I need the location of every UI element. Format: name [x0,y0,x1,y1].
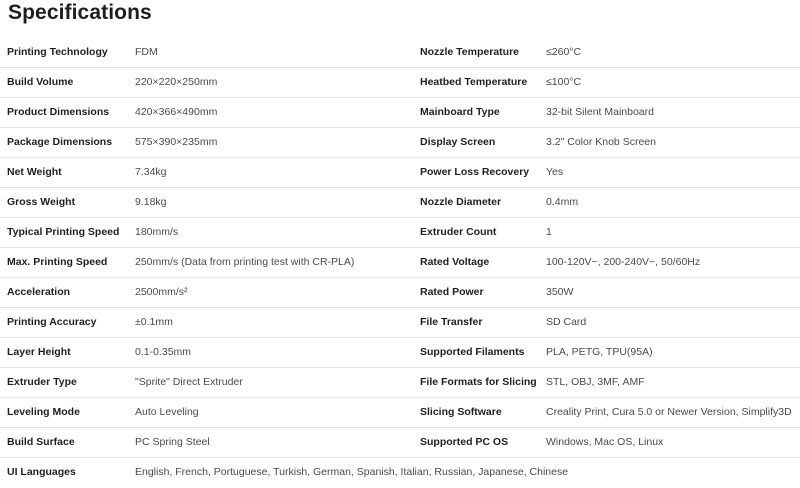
spec-value: SD Card [546,316,587,328]
table-row [0,128,800,158]
spec-value: 220×220×250mm [135,76,218,88]
spec-label: Nozzle Temperature [420,46,519,58]
spec-label: Nozzle Diameter [420,196,502,208]
spec-label: Rated Voltage [420,256,490,268]
spec-label: Gross Weight [7,196,76,208]
spec-label: Extruder Type [7,376,77,388]
spec-label: Build Volume [7,76,74,88]
spec-value: 32-bit Silent Mainboard [546,106,654,118]
spec-value: ±0.1mm [135,316,173,328]
spec-label: Supported PC OS [420,436,509,448]
spec-value: ≤100°C [546,76,582,88]
spec-label: Typical Printing Speed [7,226,120,238]
table-row [0,338,800,368]
spec-value: Windows, Mac OS, Linux [546,436,664,448]
spec-label: UI Languages [7,466,76,478]
spec-label: Build Surface [7,436,75,448]
spec-value: 100-120V~, 200-240V~, 50/60Hz [546,256,701,268]
spec-value: 180mm/s [135,226,179,238]
spec-label: Extruder Count [420,226,497,238]
spec-label: Package Dimensions [7,136,113,148]
spec-value: ≤260°C [546,46,582,58]
table-row [0,38,800,68]
spec-label: Slicing Software [420,406,502,418]
spec-value: 9.18kg [135,196,167,208]
spec-label: Power Loss Recovery [420,166,530,178]
table-row [0,158,800,188]
spec-label: Printing Technology [7,46,108,58]
table-row [0,368,800,398]
spec-value: PLA, PETG, TPU(95A) [546,346,653,358]
table-row [0,278,800,308]
spec-label: Net Weight [7,166,62,178]
spec-value: "Sprite" Direct Extruder [135,376,243,388]
spec-value: Yes [546,166,564,178]
spec-label: Display Screen [420,136,496,148]
spec-value: PC Spring Steel [135,436,210,448]
spec-label: Layer Height [7,346,71,358]
spec-value: 1 [546,226,552,238]
spec-value: 2500mm/s² [135,286,188,298]
spec-label: Leveling Mode [7,406,80,418]
spec-label: Rated Power [420,286,484,298]
spec-label: Max. Printing Speed [7,256,108,268]
spec-value: STL, OBJ, 3MF, AMF [546,376,645,388]
spec-value: 0.4mm [546,196,579,208]
table-row [0,308,800,338]
spec-value: English, French, Portuguese, Turkish, German, Spanish, Italian, Russian, Japanese, Chinese [135,466,569,478]
table-row [0,248,800,278]
table-row [0,428,800,458]
spec-label: File Formats for Slicing [420,376,537,388]
spec-label: File Transfer [420,316,483,328]
table-row [0,68,800,98]
table-row [0,188,800,218]
spec-label: Mainboard Type [420,106,500,118]
spec-label: Acceleration [7,286,71,298]
spec-value: 3.2" Color Knob Screen [546,136,656,148]
spec-label: Printing Accuracy [7,316,97,328]
spec-value: 250mm/s (Data from printing test with CR-PLA) [135,256,355,268]
page-title: Specifications [8,1,152,24]
table-row [0,398,800,428]
spec-value: FDM [135,46,158,58]
spec-value: 420×366×490mm [135,106,218,118]
spec-value: 0.1-0.35mm [135,346,192,358]
table-row [0,218,800,248]
spec-value: 575×390×235mm [135,136,218,148]
spec-value: Creality Print, Cura 5.0 or Newer Version, Simplify3D [546,406,792,418]
spec-value: 350W [546,286,574,298]
spec-value: 7.34kg [135,166,167,178]
spec-table [0,38,800,488]
spec-label: Supported Filaments [420,346,525,358]
spec-value: Auto Leveling [135,406,199,418]
table-row [0,98,800,128]
spec-label: Heatbed Temperature [420,76,528,88]
spec-label: Product Dimensions [7,106,110,118]
table-row [0,458,800,488]
